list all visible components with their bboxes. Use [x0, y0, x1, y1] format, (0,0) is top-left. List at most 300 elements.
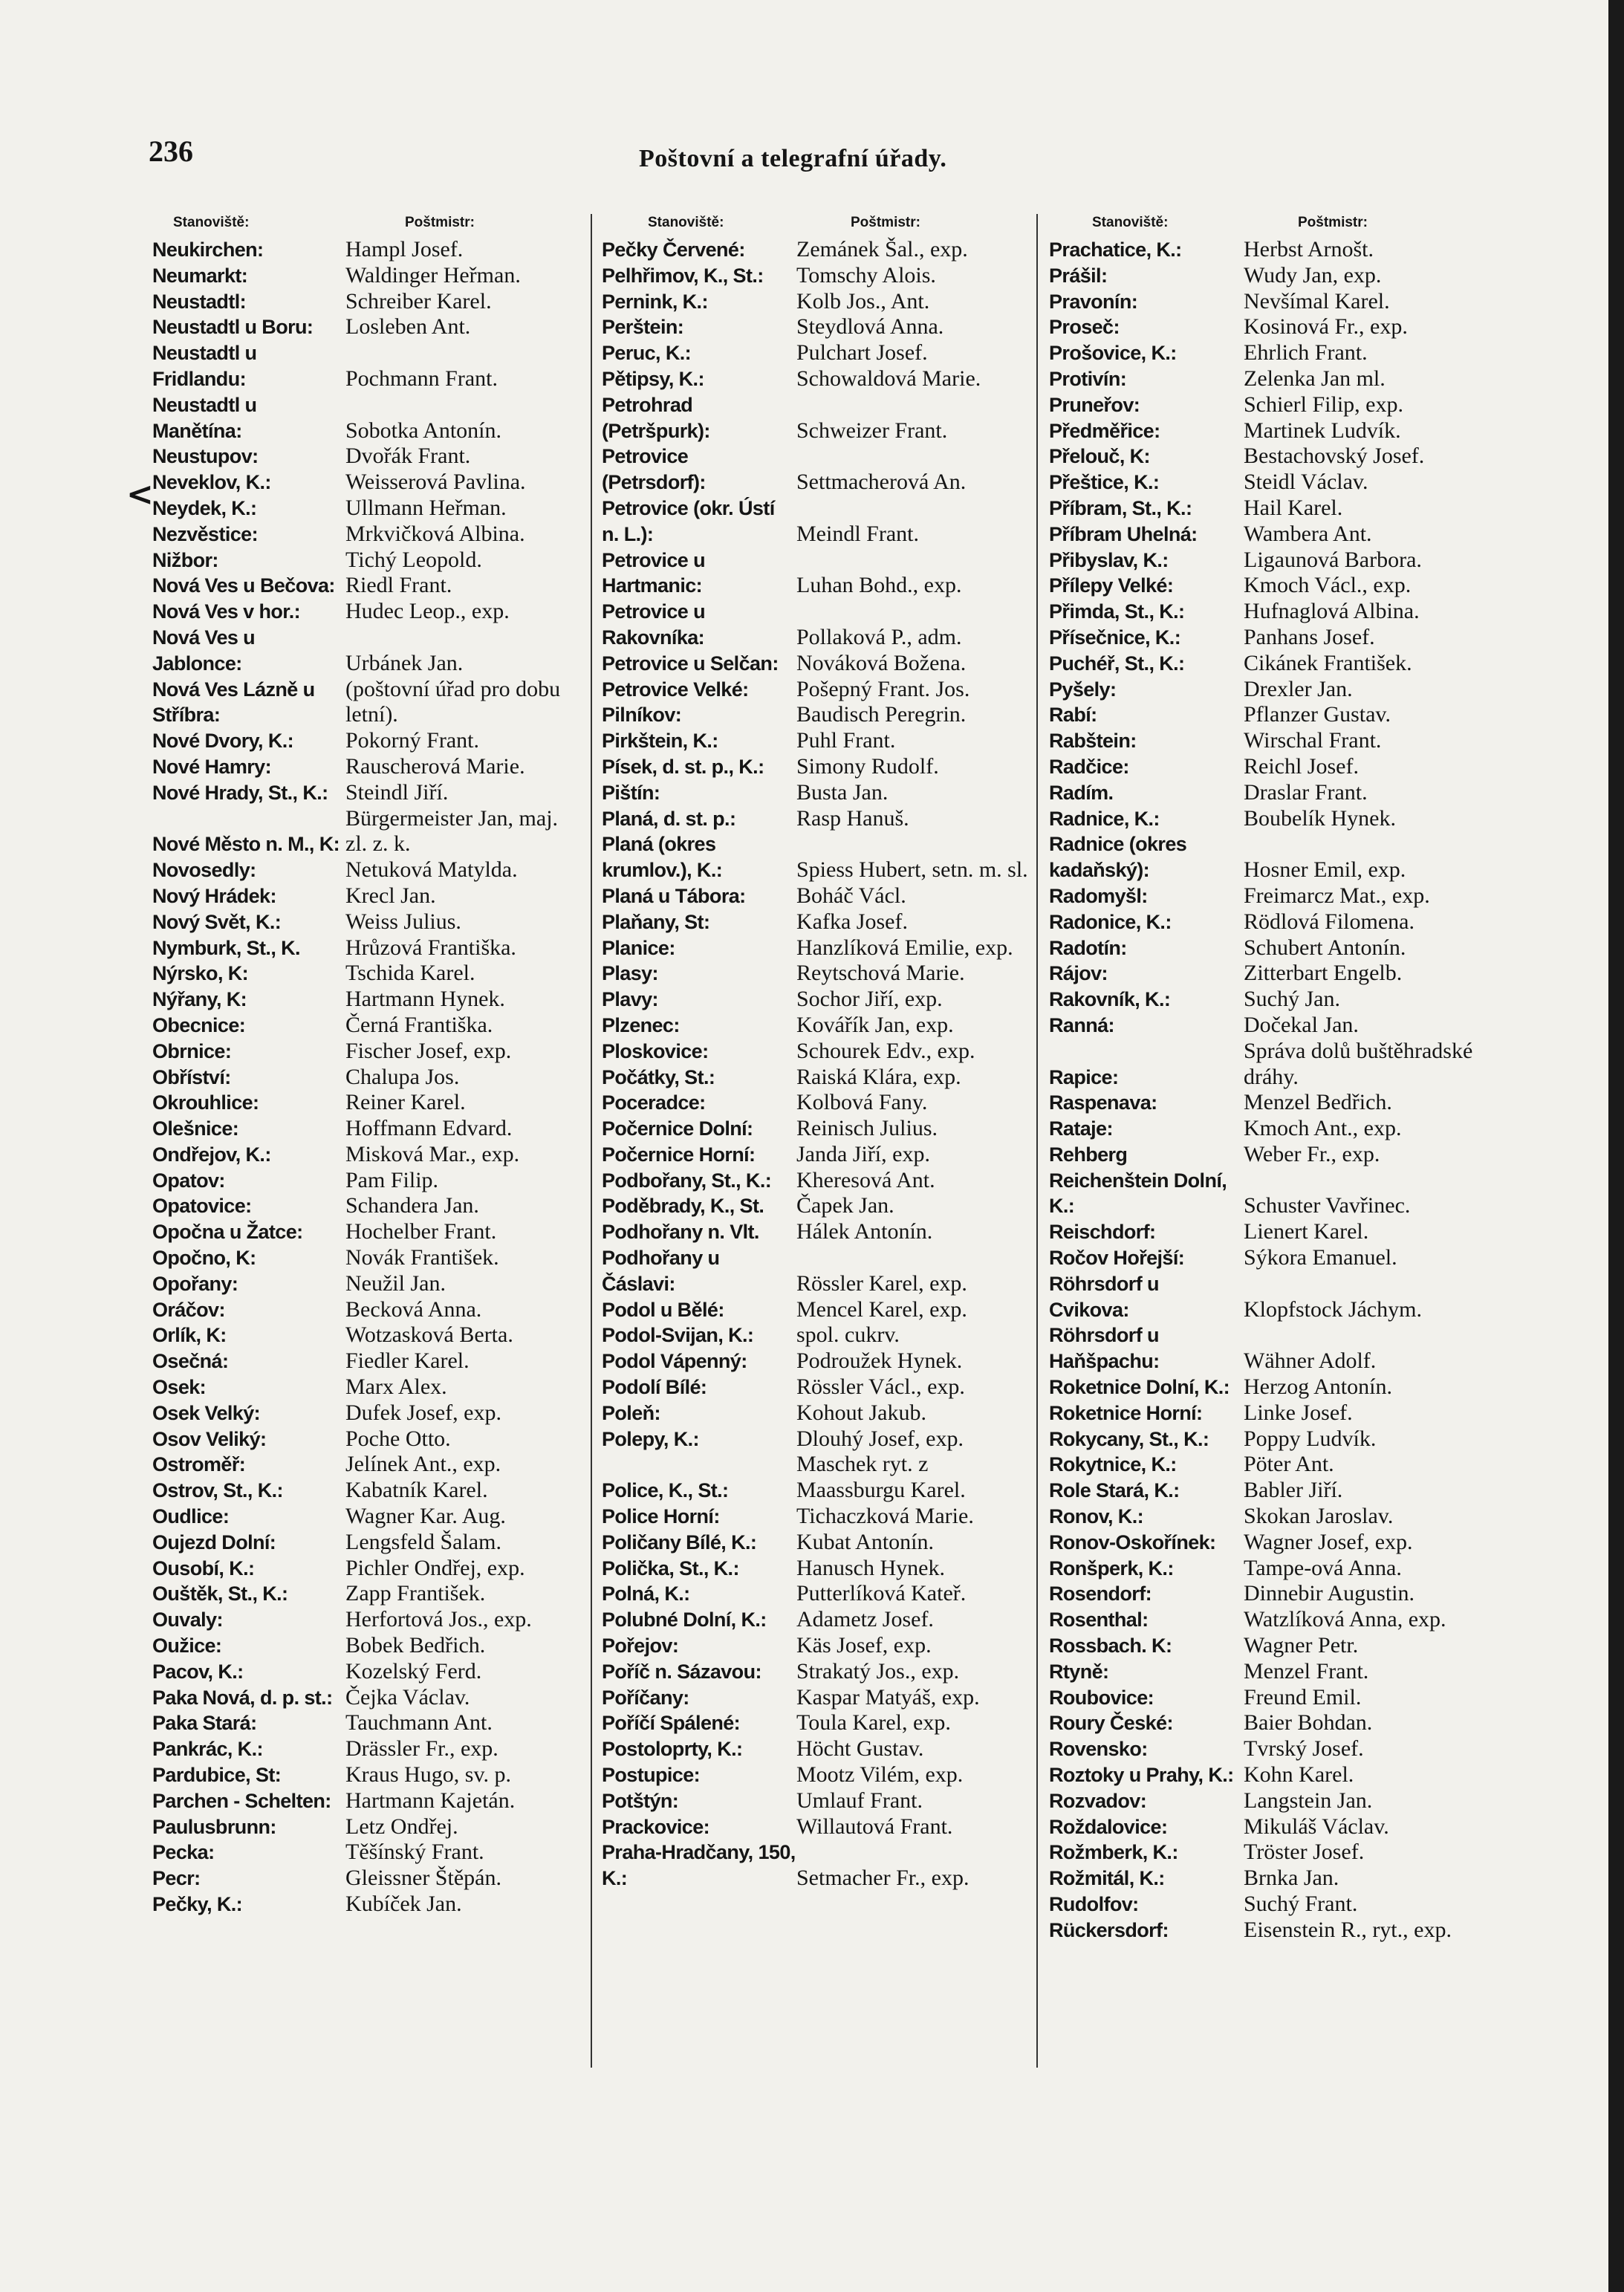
directory-entry: [152, 548, 583, 574]
directory-entry: [1049, 522, 1495, 548]
directory-entry: [152, 522, 583, 548]
place-name: Nový Svět, K.:: [152, 910, 282, 933]
postmaster-name: Wähner Adolf.: [1244, 1348, 1377, 1374]
directory-entry: [602, 1452, 1036, 1504]
postmaster-name: Správa dolů buštěhradské dráhy.: [1244, 1038, 1473, 1089]
place-name: Nové Hrady, St., K.:: [152, 781, 328, 804]
directory-entry: [1049, 1322, 1495, 1374]
place-name: Ostrov, St., K.:: [152, 1479, 283, 1502]
postmaster-name: Podroužek Hynek.: [796, 1348, 963, 1374]
postmaster-name: Panhans Josef.: [1244, 624, 1375, 649]
place-name: Plzenec:: [602, 1013, 680, 1036]
place-name: Police Horní:: [602, 1505, 720, 1528]
postmaster-name: Strakatý Jos., exp.: [796, 1658, 960, 1684]
place-name: Paka Stará:: [152, 1712, 257, 1735]
postmaster-name: Hail Karel.: [1244, 495, 1343, 520]
place-name: Ronšperk, K.:: [1049, 1556, 1174, 1580]
place-name: Poříčany:: [602, 1686, 689, 1709]
margin-arrow-mark: <: [126, 475, 154, 513]
directory-entry: [152, 1297, 583, 1323]
directory-entry: [152, 1504, 583, 1530]
directory-entry: [602, 1245, 1036, 1297]
directory-entry: [1049, 1530, 1495, 1556]
postmaster-name: Misková Mar., exp.: [345, 1141, 520, 1166]
postmaster-name: Willautová Frant.: [796, 1814, 953, 1839]
column-header: [152, 212, 583, 237]
postmaster-name: Weiss Julius.: [345, 909, 461, 934]
directory-entry: [602, 392, 1036, 444]
place-name: Obecnice:: [152, 1013, 246, 1036]
postmaster-name: Pam Filip.: [345, 1167, 439, 1192]
directory-entry: [602, 1736, 1036, 1762]
postmaster-name: Pošepný Frant. Jos.: [796, 676, 970, 701]
directory-entry: [602, 1788, 1036, 1814]
place-name: Přimda, St., K.:: [1049, 600, 1185, 623]
postmaster-name: Reichl Josef.: [1244, 753, 1359, 779]
entry-list: [1049, 237, 1495, 1944]
directory-entry: [602, 1039, 1036, 1065]
directory-entry: [1049, 831, 1495, 883]
postmaster-name: Freund Emil.: [1244, 1684, 1362, 1710]
directory-entry: [1049, 935, 1495, 961]
directory-entry: [1049, 728, 1495, 754]
place-name: Přílepy Velké:: [1049, 574, 1174, 597]
directory-entry: [1049, 263, 1495, 289]
postmaster-name: Wagner Petr.: [1244, 1633, 1359, 1658]
place-name: Opatov:: [152, 1169, 225, 1192]
place-name: Ouvaly:: [152, 1608, 223, 1632]
postmaster-name: Busta Jan.: [796, 779, 889, 805]
postmaster-name: Fischer Josef, exp.: [345, 1038, 512, 1063]
place-name: Nýřany, K:: [152, 988, 247, 1011]
postmaster-name: Kabatník Karel.: [345, 1478, 488, 1503]
directory-entry: [1049, 909, 1495, 935]
postmaster-name: Kubíček Jan.: [345, 1892, 462, 1916]
postmaster-name: Schreiber Karel.: [345, 288, 492, 314]
postmaster-name: Baudisch Peregrin.: [796, 702, 967, 727]
directory-entry: [602, 1762, 1036, 1788]
postmaster-name: Kohn Karel.: [1244, 1762, 1354, 1788]
column-heading-postmaster: Poštmistr:: [1298, 215, 1368, 230]
postmaster-name: Reiner Karel.: [345, 1090, 466, 1115]
directory-entry: [152, 1736, 583, 1762]
place-name: Peruc, K.:: [602, 342, 692, 365]
directory-entry: [602, 548, 1036, 600]
directory-entry: [1049, 1452, 1495, 1478]
postmaster-name: Nováková Božena.: [796, 650, 967, 675]
place-name: Ranná:: [1049, 1013, 1114, 1036]
directory-entry: [602, 1685, 1036, 1711]
postmaster-name: Losleben Ant.: [345, 314, 471, 340]
directory-entry: [602, 1374, 1036, 1400]
postmaster-name: Menzel Frant.: [1244, 1658, 1369, 1684]
entry-list: [152, 237, 583, 1918]
directory-entry: [1049, 1685, 1495, 1711]
directory-entry: [152, 728, 583, 754]
directory-entry: [152, 754, 583, 780]
postmaster-name: Käs Josef, exp.: [796, 1633, 932, 1658]
directory-entry: [152, 237, 583, 263]
place-name: Protivín:: [1049, 367, 1127, 390]
directory-entry: [152, 1581, 583, 1607]
postmaster-name: Marx Alex.: [345, 1374, 447, 1400]
postmaster-name: Wotzasková Berta.: [345, 1322, 513, 1348]
directory-column-3: [1049, 212, 1495, 1944]
postmaster-name: Setmacher Fr., exp.: [796, 1866, 969, 1891]
postmaster-name: Tauchmann Ant.: [345, 1710, 493, 1736]
place-name: Nymburk, St., K.: [152, 936, 300, 959]
place-name: Postupice:: [602, 1764, 701, 1787]
place-name: Prackovice:: [602, 1815, 709, 1838]
directory-entry: [152, 444, 583, 470]
place-name: Petrovice Velké:: [602, 678, 749, 701]
directory-entry: [152, 857, 583, 883]
directory-entry: [152, 883, 583, 909]
place-name: Pirkštein, K.:: [602, 730, 718, 753]
place-name: Ročov Hořejší:: [1049, 1247, 1185, 1270]
place-name: Puchéř, St., K.:: [1049, 652, 1185, 675]
place-name: Osek Velký:: [152, 1401, 261, 1424]
place-name: Paka Nová, d. p. st.:: [152, 1686, 333, 1709]
directory-entry: [152, 340, 583, 392]
place-name: Polička, St., K.:: [602, 1556, 739, 1580]
directory-entry: [152, 314, 583, 340]
directory-entry: [602, 1322, 1036, 1348]
postmaster-name: Drässler Fr., exp.: [345, 1736, 498, 1762]
directory-entry: [602, 1581, 1036, 1607]
place-name: Pečky, K.:: [152, 1893, 243, 1915]
directory-entry: [152, 1219, 583, 1245]
directory-entry: [602, 1840, 1036, 1892]
place-name: Poceradce:: [602, 1091, 706, 1114]
place-name: Rückersdorf:: [1049, 1918, 1169, 1941]
place-name: Parchen - Schelten:: [152, 1789, 331, 1812]
postmaster-name: Rasp Hanuš.: [796, 805, 909, 831]
postmaster-name: Maschek ryt. z Maassburgu Karel.: [796, 1452, 966, 1503]
directory-entry: [1049, 1142, 1495, 1168]
directory-entry: [602, 1607, 1036, 1633]
postmaster-name: Rödlová Filomena.: [1244, 909, 1414, 934]
directory-entry: [1049, 806, 1495, 832]
place-name: Pankrác, K.:: [152, 1738, 263, 1761]
directory-entry: [152, 1892, 583, 1918]
page-title: Poštovní a telegrafní úřady.: [639, 145, 947, 172]
directory-entry: [152, 1788, 583, 1814]
postmaster-name: Hochelber Frant.: [345, 1219, 497, 1244]
place-name: Rapice:: [1049, 1065, 1119, 1088]
postmaster-name: Bobek Bedřich.: [345, 1633, 486, 1658]
postmaster-name: Raiská Klára, exp.: [796, 1064, 961, 1089]
directory-entry: [1049, 1918, 1495, 1944]
postmaster-name: Boháč Václ.: [796, 883, 906, 908]
place-name: Rájov:: [1049, 962, 1108, 985]
directory-entry: [602, 1168, 1036, 1194]
place-name: Oudlice:: [152, 1505, 230, 1528]
postmaster-name: Steydlová Anna.: [796, 314, 944, 340]
place-name: Podol-Svijan, K.:: [602, 1324, 754, 1347]
place-name: Rosendorf:: [1049, 1582, 1152, 1606]
postmaster-name: Brnka Jan.: [1244, 1866, 1339, 1891]
directory-entry: [602, 831, 1036, 883]
place-name: Polepy, K.:: [602, 1427, 699, 1450]
place-name: Nýrsko, K:: [152, 962, 249, 985]
postmaster-name: Schourek Edv., exp.: [796, 1038, 975, 1063]
postmaster-name: Steidl Václav.: [1244, 470, 1368, 495]
directory-entry: [1049, 1374, 1495, 1400]
place-name: Neydek, K.:: [152, 496, 257, 519]
place-name: Opočna u Žatce:: [152, 1221, 303, 1244]
postmaster-name: Tschida Karel.: [345, 961, 475, 986]
directory-entry: [1049, 780, 1495, 806]
place-name: Petrohrad (Petršpurk):: [602, 393, 710, 442]
directory-entry: [152, 625, 583, 677]
directory-entry: [602, 366, 1036, 392]
directory-entry: [1049, 1556, 1495, 1582]
directory-entry: [602, 263, 1036, 289]
postmaster-name: Herfortová Jos., exp.: [345, 1607, 532, 1632]
directory-entry: [602, 935, 1036, 961]
postmaster-name: Schierl Filip, exp.: [1244, 392, 1403, 417]
postmaster-name: Schowaldová Marie.: [796, 366, 981, 391]
place-name: Role Stará, K.:: [1049, 1479, 1180, 1502]
place-name: Roketnice Horní:: [1049, 1401, 1203, 1424]
postmaster-name: Meindl Frant.: [796, 521, 919, 546]
directory-entry: [1049, 444, 1495, 470]
place-name: Počernice Dolní:: [602, 1117, 753, 1140]
place-name: Petrovice (Petrsdorf):: [602, 445, 706, 494]
postmaster-name: Tichý Leopold.: [345, 547, 482, 572]
directory-entry: [602, 1504, 1036, 1530]
place-name: Poděbrady, K., St.: [602, 1195, 764, 1218]
postmaster-name: Schweizer Frant.: [796, 418, 948, 443]
directory-entry: [602, 1142, 1036, 1168]
directory-entry: [602, 883, 1036, 909]
place-name: Oužice:: [152, 1634, 222, 1658]
place-name: Roubovice:: [1049, 1686, 1154, 1709]
postmaster-name: Ehrlich Frant.: [1244, 340, 1368, 366]
directory-entry: [1049, 1633, 1495, 1659]
postmaster-name: Kolb Jos., Ant.: [796, 288, 930, 314]
place-name: Pravonín:: [1049, 290, 1138, 313]
column-divider: [1036, 214, 1038, 2068]
place-name: Ronov, K.:: [1049, 1505, 1143, 1528]
directory-entry: [1049, 1271, 1495, 1323]
postmaster-name: Rössler Václ., exp.: [796, 1374, 965, 1400]
postmaster-name: Herzog Antonín.: [1244, 1374, 1392, 1400]
place-name: Ondřejov, K.:: [152, 1143, 271, 1166]
place-name: Roketnice Dolní, K.:: [1049, 1376, 1230, 1399]
postmaster-name: Schubert Antonín.: [1244, 935, 1406, 960]
place-name: Příbram, St., K.:: [1049, 496, 1192, 519]
place-name: Obříství:: [152, 1065, 231, 1088]
place-name: Přelouč, K:: [1049, 445, 1150, 468]
directory-entry: [1049, 1710, 1495, 1736]
postmaster-name: Čejka Václav.: [345, 1684, 470, 1710]
place-name: Radonice, K.:: [1049, 910, 1172, 933]
directory-entry: [152, 1685, 583, 1711]
postmaster-name: Těšínský Frant.: [345, 1840, 484, 1865]
directory-entry: [152, 1193, 583, 1219]
directory-entry: [602, 1814, 1036, 1840]
directory-entry: [152, 289, 583, 315]
postmaster-name: Boubelík Hynek.: [1244, 805, 1396, 831]
postmaster-name: Steindl Jiří.: [345, 779, 449, 805]
directory-entry: [1049, 1607, 1495, 1633]
postmaster-name: Adametz Josef.: [796, 1607, 934, 1632]
directory-entry: [602, 1193, 1036, 1219]
directory-entry: [152, 1814, 583, 1840]
postmaster-name: Becková Anna.: [345, 1296, 482, 1322]
directory-entry: [602, 909, 1036, 935]
place-name: Rozvadov:: [1049, 1789, 1147, 1812]
place-name: Planice:: [602, 936, 675, 959]
postmaster-name: Hosner Emil, exp.: [1244, 857, 1406, 883]
column-heading-place: Stanoviště:: [648, 215, 724, 230]
directory-entry: [602, 1659, 1036, 1685]
place-name: Podol Vápenný:: [602, 1350, 747, 1373]
place-name: Pořejov:: [602, 1634, 679, 1658]
column-heading-postmaster: Poštmistr:: [851, 215, 920, 230]
postmaster-name: Pochmann Frant.: [345, 366, 498, 391]
place-name: Oujezd Dolní:: [152, 1530, 276, 1554]
postmaster-name: Baier Bohdan.: [1244, 1710, 1373, 1736]
postmaster-name: Hanzlíková Emilie, exp.: [796, 935, 1013, 960]
postmaster-name: Lengsfeld Šalam.: [345, 1529, 501, 1554]
place-name: Rokycany, St., K.:: [1049, 1427, 1209, 1450]
directory-entry: [602, 1116, 1036, 1142]
postmaster-name: Dinnebir Augustin.: [1244, 1581, 1414, 1606]
directory-entry: [152, 1607, 583, 1633]
postmaster-name: Lienert Karel.: [1244, 1219, 1369, 1244]
place-name: Pečky Červené:: [602, 238, 745, 261]
place-name: Planá, d. st. p.:: [602, 807, 736, 830]
directory-entry: [152, 806, 583, 858]
postmaster-name: Cikánek František.: [1244, 650, 1412, 675]
directory-entry: [1049, 1478, 1495, 1504]
postmaster-name: Dlouhý Josef, exp.: [796, 1426, 964, 1451]
directory-entry: [152, 1090, 583, 1116]
directory-entry: [1049, 1659, 1495, 1685]
directory-column-2: [602, 212, 1036, 1892]
postmaster-name: Hálek Antonín.: [796, 1219, 933, 1244]
directory-entry: [602, 289, 1036, 315]
place-name: Nová Ves v hor.:: [152, 600, 300, 623]
postmaster-name: Ullmann Heřman.: [345, 495, 507, 520]
place-name: Polná, K.:: [602, 1582, 690, 1606]
postmaster-name: Tomschy Alois.: [796, 262, 936, 288]
directory-entry: [152, 1452, 583, 1478]
postmaster-name: Hrůzová Františka.: [345, 935, 516, 960]
postmaster-name: Wagner Kar. Aug.: [345, 1504, 506, 1529]
place-name: Podol u Bělé:: [602, 1298, 724, 1321]
postmaster-name: Dufek Josef, exp.: [345, 1400, 501, 1425]
postmaster-name: Suchý Jan.: [1244, 987, 1340, 1012]
place-name: Prachatice, K.:: [1049, 238, 1182, 261]
postmaster-name: Hanusch Hynek.: [796, 1555, 945, 1580]
place-name: Přeštice, K.:: [1049, 471, 1160, 494]
place-name: Pernink, K.:: [602, 290, 708, 313]
postmaster-name: Pokorný Frant.: [345, 728, 479, 753]
directory-entry: [602, 1219, 1036, 1245]
directory-column-1: [152, 212, 583, 1918]
postmaster-name: Mrkvičková Albina.: [345, 521, 525, 546]
directory-entry: [602, 728, 1036, 754]
postmaster-name: Wambera Ant.: [1244, 521, 1372, 546]
place-name: Roždalovice:: [1049, 1815, 1168, 1838]
place-name: Radnice (okres kadaňský):: [1049, 833, 1187, 882]
place-name: Raspenava:: [1049, 1091, 1157, 1114]
place-name: Nové Město n. M., K:: [152, 833, 340, 856]
directory-entry: [152, 1556, 583, 1582]
place-name: Opořany:: [152, 1272, 238, 1295]
postmaster-name: Tampe-ová Anna.: [1244, 1555, 1402, 1580]
directory-entry: [602, 987, 1036, 1013]
place-name: Plavy:: [602, 988, 658, 1011]
place-name: Perštein:: [602, 316, 684, 339]
place-name: Neumarkt:: [152, 264, 248, 287]
postmaster-name: Kheresová Ant.: [796, 1167, 935, 1192]
place-name: Pilníkov:: [602, 704, 682, 727]
directory-entry: [1049, 1892, 1495, 1918]
place-name: Podhořany u Čáslavi:: [602, 1247, 720, 1295]
place-name: Počátky, St.:: [602, 1065, 715, 1088]
directory-entry: [1049, 573, 1495, 599]
place-name: Pecr:: [152, 1867, 201, 1890]
place-name: Přísečnice, K.:: [1049, 626, 1181, 649]
place-name: Podolí Bílé:: [602, 1376, 707, 1399]
place-name: Rataje:: [1049, 1117, 1113, 1140]
postmaster-name: Kafka Josef.: [796, 909, 908, 934]
directory-entry: [152, 1866, 583, 1892]
directory-entry: [1049, 1736, 1495, 1762]
postmaster-name: Kozelský Ferd.: [345, 1658, 482, 1684]
directory-entry: [602, 1090, 1036, 1116]
place-name: Olešnice:: [152, 1117, 239, 1140]
postmaster-name: Pöter Ant.: [1244, 1452, 1334, 1477]
postmaster-name: Eisenstein R., ryt., exp.: [1244, 1917, 1452, 1942]
column-header: [602, 212, 1036, 237]
directory-entry: [602, 444, 1036, 496]
directory-entry: [602, 314, 1036, 340]
place-name: Nová Ves u Jablonce:: [152, 626, 256, 675]
postmaster-name: Kohout Jakub.: [796, 1400, 926, 1425]
postmaster-name: Hartmann Hynek.: [345, 987, 505, 1012]
directory-entry: [152, 1271, 583, 1297]
postmaster-name: Reinisch Julius.: [796, 1116, 938, 1141]
postmaster-name: Chalupa Jos.: [345, 1064, 460, 1089]
postmaster-name: Janda Jiří, exp.: [796, 1141, 930, 1166]
directory-entry: [602, 1348, 1036, 1374]
postmaster-name: Watzlíková Anna, exp.: [1244, 1607, 1446, 1632]
directory-entry: [1049, 1400, 1495, 1426]
directory-entry: [152, 1348, 583, 1374]
directory-entry: [1049, 599, 1495, 625]
directory-entry: [152, 909, 583, 935]
postmaster-name: Dvořák Frant.: [345, 444, 471, 469]
place-name: Rudolfov:: [1049, 1893, 1139, 1915]
directory-entry: [602, 1556, 1036, 1582]
postmaster-name: Černá Františka.: [345, 1012, 493, 1037]
place-name: Ronov-Oskořínek:: [1049, 1530, 1216, 1554]
postmaster-name: Tvrský Josef.: [1244, 1736, 1364, 1762]
directory-entry: [152, 1013, 583, 1039]
directory-entry: [152, 1039, 583, 1065]
directory-entry: [152, 1322, 583, 1348]
postmaster-name: Hoffmann Edvard.: [345, 1116, 513, 1141]
place-name: Osek:: [152, 1376, 207, 1399]
postmaster-name: Hartmann Kajetán.: [345, 1788, 516, 1813]
postmaster-name: Dočekal Jan.: [1244, 1012, 1359, 1037]
